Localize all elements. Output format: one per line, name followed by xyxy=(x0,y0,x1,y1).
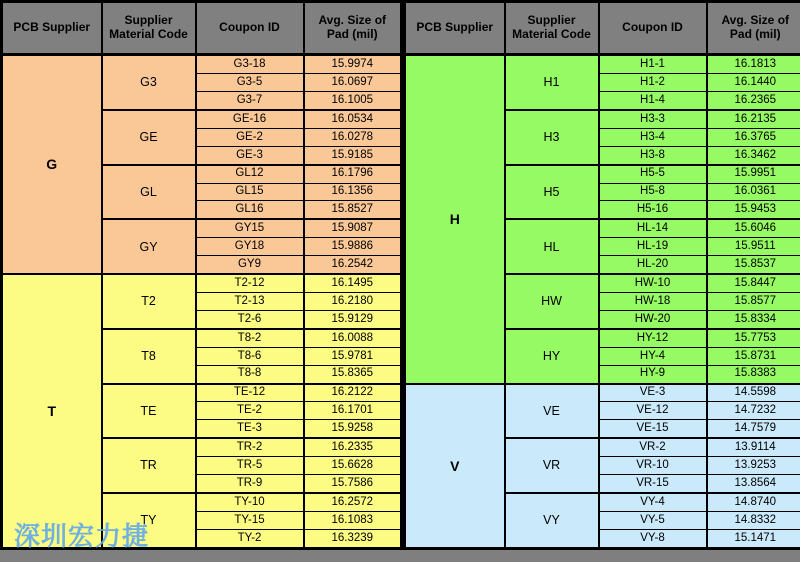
pad-size-cell: 15.9185 xyxy=(304,146,402,164)
coupon-id-cell: H3-8 xyxy=(599,146,707,164)
pad-size-cell: 16.2122 xyxy=(304,384,402,402)
table-row xyxy=(405,384,800,402)
table-row xyxy=(2,274,402,292)
coupon-id-cell: H1-1 xyxy=(599,55,707,74)
pad-size-cell: 16.0697 xyxy=(304,74,402,92)
header-cell: Coupon ID xyxy=(196,2,304,55)
pad-size-cell: 16.2542 xyxy=(304,256,402,274)
coupon-id-cell: HW-20 xyxy=(599,310,707,328)
supplier-cell: H xyxy=(405,55,505,384)
coupon-id-cell: HY-12 xyxy=(599,329,707,347)
pad-size-cell: 15.8447 xyxy=(707,274,800,292)
pad-size-cell: 16.1495 xyxy=(304,274,402,292)
pad-size-cell: 15.9129 xyxy=(304,310,402,328)
coupon-id-cell: VR-10 xyxy=(599,457,707,475)
pad-size-cell: 15.8365 xyxy=(304,365,402,383)
material-code-cell: GE xyxy=(102,110,196,165)
coupon-id-cell: GL16 xyxy=(196,201,304,219)
coupon-id-cell: TR-9 xyxy=(196,475,304,493)
coupon-id-cell: HL-19 xyxy=(599,238,707,256)
coupon-id-cell: TE-3 xyxy=(196,420,304,438)
header-cell: PCB Supplier xyxy=(2,2,102,55)
coupon-id-cell: VE-12 xyxy=(599,402,707,420)
pad-size-cell: 15.7586 xyxy=(304,475,402,493)
coupon-id-cell: H1-4 xyxy=(599,91,707,109)
coupon-id-cell: HL-14 xyxy=(599,219,707,237)
coupon-id-cell: GE-3 xyxy=(196,146,304,164)
pad-size-cell: 15.9258 xyxy=(304,420,402,438)
coupon-id-cell: VY-4 xyxy=(599,493,707,511)
coupon-id-cell: HY-9 xyxy=(599,365,707,383)
pad-size-cell: 15.1471 xyxy=(707,529,800,548)
coupon-id-cell: TY-2 xyxy=(196,529,304,548)
material-code-cell: H1 xyxy=(505,55,599,110)
coupon-id-cell: GL15 xyxy=(196,183,304,201)
pad-size-cell: 16.2335 xyxy=(304,438,402,456)
material-code-cell: GL xyxy=(102,165,196,220)
pad-size-cell: 15.9453 xyxy=(707,201,800,219)
pad-size-cell: 16.1083 xyxy=(304,511,402,529)
pad-size-cell: 15.9087 xyxy=(304,219,402,237)
pad-size-cell: 16.0088 xyxy=(304,329,402,347)
pad-size-cell: 13.9114 xyxy=(707,438,800,456)
supplier-cell: V xyxy=(405,384,505,549)
coupon-id-cell: GE-16 xyxy=(196,110,304,128)
coupon-id-cell: TY-15 xyxy=(196,511,304,529)
coupon-id-cell: TE-12 xyxy=(196,384,304,402)
material-code-cell: HW xyxy=(505,274,599,329)
coupon-id-cell: TY-10 xyxy=(196,493,304,511)
coupon-id-cell: T8-6 xyxy=(196,347,304,365)
pad-size-cell: 15.8537 xyxy=(707,256,800,274)
pad-size-cell: 14.8332 xyxy=(707,511,800,529)
pad-size-cell: 16.0534 xyxy=(304,110,402,128)
coupon-id-cell: VE-15 xyxy=(599,420,707,438)
coupon-id-cell: VR-15 xyxy=(599,475,707,493)
left-table xyxy=(0,0,403,550)
pad-size-cell: 15.9511 xyxy=(707,238,800,256)
coupon-id-cell: VY-5 xyxy=(599,511,707,529)
coupon-id-cell: T2-12 xyxy=(196,274,304,292)
pad-size-cell: 16.1796 xyxy=(304,165,402,183)
coupon-id-cell: VR-2 xyxy=(599,438,707,456)
supplier-cell: G xyxy=(2,55,102,275)
material-code-cell: H3 xyxy=(505,110,599,165)
pad-size-cell: 16.3765 xyxy=(707,128,800,146)
coupon-id-cell: H5-8 xyxy=(599,183,707,201)
coupon-id-cell: GE-2 xyxy=(196,128,304,146)
pad-size-cell: 16.1813 xyxy=(707,55,800,74)
material-code-cell: TY xyxy=(102,493,196,549)
pad-size-cell: 15.7753 xyxy=(707,329,800,347)
material-code-cell: T2 xyxy=(102,274,196,329)
pad-size-cell: 16.2572 xyxy=(304,493,402,511)
pad-size-cell: 14.5598 xyxy=(707,384,800,402)
pad-size-cell: 16.1005 xyxy=(304,91,402,109)
header-cell: Coupon ID xyxy=(599,2,707,55)
pad-size-cell: 15.8577 xyxy=(707,293,800,311)
material-code-cell: GY xyxy=(102,219,196,274)
pad-size-cell: 16.0361 xyxy=(707,183,800,201)
coupon-id-cell: TR-2 xyxy=(196,438,304,456)
coupon-id-cell: H3-4 xyxy=(599,128,707,146)
header-cell: PCB Supplier xyxy=(405,2,505,55)
pad-size-cell: 16.1356 xyxy=(304,183,402,201)
coupon-id-cell: H3-3 xyxy=(599,110,707,128)
pad-size-cell: 13.9253 xyxy=(707,457,800,475)
supplier-cell: T xyxy=(2,274,102,548)
right-table xyxy=(403,0,800,550)
pad-size-cell: 15.6046 xyxy=(707,219,800,237)
pad-size-cell: 15.9781 xyxy=(304,347,402,365)
header-cell: Supplier Material Code xyxy=(102,2,196,55)
pad-size-cell: 16.3239 xyxy=(304,529,402,548)
material-code-cell: G3 xyxy=(102,55,196,110)
pad-size-cell: 15.8527 xyxy=(304,201,402,219)
material-code-cell: T8 xyxy=(102,329,196,384)
pad-size-cell: 16.1701 xyxy=(304,402,402,420)
pad-size-cell: 16.2365 xyxy=(707,91,800,109)
header-row xyxy=(405,2,800,55)
header-cell: Supplier Material Code xyxy=(505,2,599,55)
coupon-id-cell: G3-18 xyxy=(196,55,304,74)
material-code-cell: VR xyxy=(505,438,599,493)
material-code-cell: HL xyxy=(505,219,599,274)
coupon-id-cell: H1-2 xyxy=(599,74,707,92)
pad-size-cell: 16.1440 xyxy=(707,74,800,92)
coupon-id-cell: T2-13 xyxy=(196,293,304,311)
pad-size-cell: 16.0278 xyxy=(304,128,402,146)
coupon-id-cell: GY18 xyxy=(196,238,304,256)
material-code-cell: VY xyxy=(505,493,599,549)
coupon-id-cell: T8-8 xyxy=(196,365,304,383)
coupon-id-cell: VY-8 xyxy=(599,529,707,548)
pad-size-cell: 16.3462 xyxy=(707,146,800,164)
coupon-id-cell: GL12 xyxy=(196,165,304,183)
pad-size-cell: 16.2135 xyxy=(707,110,800,128)
material-code-cell: H5 xyxy=(505,165,599,220)
material-code-cell: VE xyxy=(505,384,599,439)
material-code-cell: TR xyxy=(102,438,196,493)
coupon-id-cell: TE-2 xyxy=(196,402,304,420)
coupon-id-cell: G3-7 xyxy=(196,91,304,109)
pad-size-cell: 15.8383 xyxy=(707,365,800,383)
coupon-id-cell: H5-16 xyxy=(599,201,707,219)
pad-size-cell: 14.7579 xyxy=(707,420,800,438)
coupon-id-cell: HW-10 xyxy=(599,274,707,292)
header-cell: Avg. Size of Pad (mil) xyxy=(304,2,402,55)
coupon-id-cell: HL-20 xyxy=(599,256,707,274)
table-row xyxy=(405,55,800,74)
coupon-id-cell: HW-18 xyxy=(599,293,707,311)
pad-size-cell: 16.2180 xyxy=(304,293,402,311)
pad-size-cell: 15.9886 xyxy=(304,238,402,256)
header-row xyxy=(2,2,402,55)
coupon-id-cell: VE-3 xyxy=(599,384,707,402)
pad-size-cell: 15.6628 xyxy=(304,457,402,475)
coupon-id-cell: HY-4 xyxy=(599,347,707,365)
table-row xyxy=(2,55,402,74)
pad-size-cell: 13.8564 xyxy=(707,475,800,493)
pad-size-cell: 15.8731 xyxy=(707,347,800,365)
coupon-id-cell: GY15 xyxy=(196,219,304,237)
pad-size-cell: 14.8740 xyxy=(707,493,800,511)
header-cell: Avg. Size of Pad (mil) xyxy=(707,2,800,55)
coupon-id-cell: TR-5 xyxy=(196,457,304,475)
pad-size-cell: 15.9974 xyxy=(304,55,402,74)
pad-size-cell: 15.8334 xyxy=(707,310,800,328)
pad-size-cell: 15.9951 xyxy=(707,165,800,183)
watermark-text: 深圳宏力捷 xyxy=(14,522,150,552)
coupon-id-cell: T8-2 xyxy=(196,329,304,347)
coupon-id-cell: G3-5 xyxy=(196,74,304,92)
pad-size-cell: 14.7232 xyxy=(707,402,800,420)
coupon-id-cell: GY9 xyxy=(196,256,304,274)
material-code-cell: TE xyxy=(102,384,196,439)
coupon-id-cell: T2-6 xyxy=(196,310,304,328)
coupon-id-cell: H5-5 xyxy=(599,165,707,183)
material-code-cell: HY xyxy=(505,329,599,384)
